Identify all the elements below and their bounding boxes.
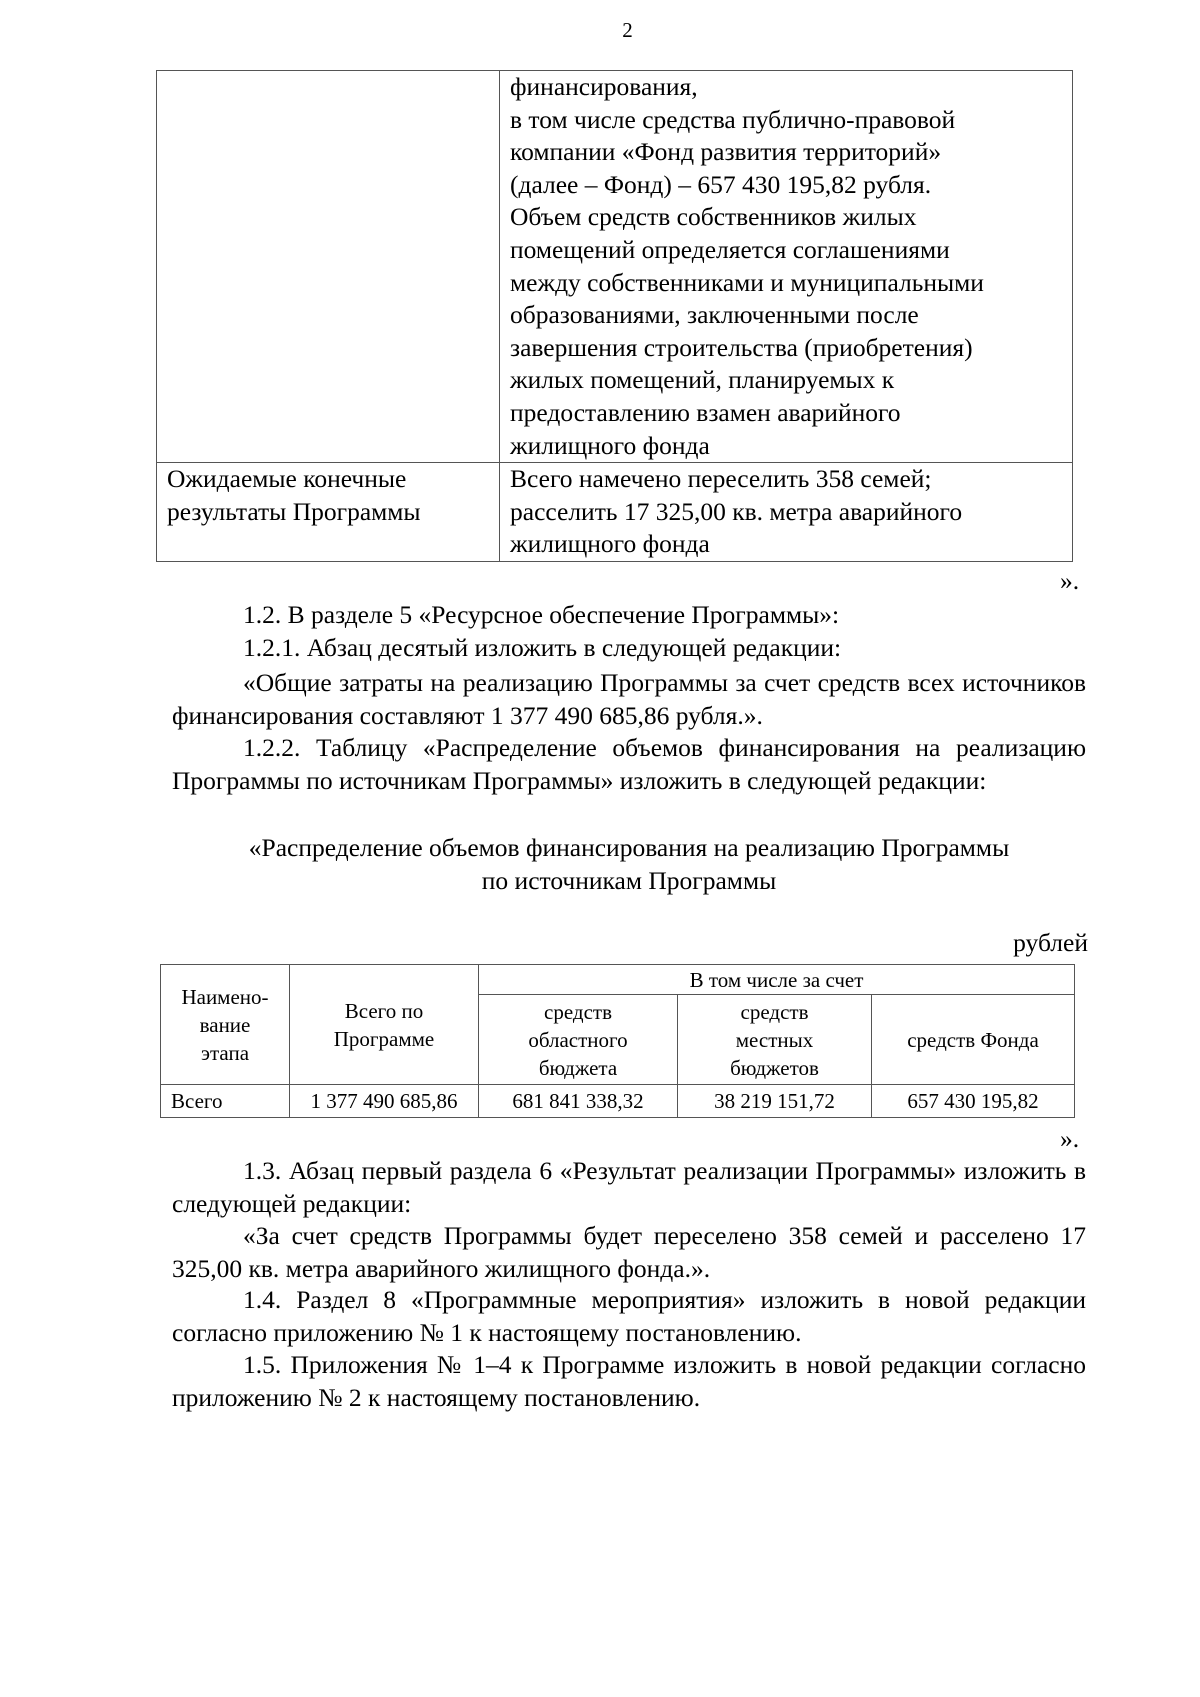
cell-line: жилищного фонда [510,529,710,559]
cell-line: между собственниками и муниципальными [510,267,984,297]
cell-local: 38 219 151,72 [678,1085,872,1118]
table-title-line-2: по источникам Программы [481,866,777,895]
table-cell-empty [157,71,500,463]
header-line: бюджетов [730,1055,819,1080]
table-title-line-1: «Распределение объемов финансирования на реализацию Программы [248,833,1010,862]
paragraph-1-2-2: 1.2.2. Таблицу «Распределение объемов финансирования на реализацию Программы по источникам Программы» изложить в следующей редакции: [172,733,1086,795]
header-stage [161,965,290,1085]
header-total [290,965,479,1085]
cell-line: образованиями, заключенными после [510,300,919,330]
cell-line: результаты Программы [167,496,421,526]
expected-results-label [157,463,500,562]
header-line: Всего по [344,998,424,1023]
cell-line: расселить 17 325,00 кв. метра аварийного [510,496,963,526]
header-line: вание [199,1012,251,1037]
paragraph-1-4: 1.4. Раздел 8 «Программные мероприятия» изложить в новой редакции согласно приложению № 1 к настоящему постановлению. [172,1285,1086,1347]
header-line: бюджета [538,1055,618,1080]
cell-fund: 657 430 195,82 [872,1085,1075,1118]
header-line: средств [544,999,612,1024]
cell-line: завершения строительства (приобретения) [510,332,973,362]
table-row [161,1085,1075,1118]
cell-line: жилых помещений, планируемых к [510,365,895,395]
header-line: Наимено- [181,984,269,1009]
table-row [157,463,1073,562]
cell-line: Объем средств собственников жилых [510,202,917,232]
closing-quote: ». [1060,1124,1080,1153]
cell-line: в том числе средства публично-правовой [510,104,956,134]
cell-total: 1 377 490 685,86 [290,1085,479,1118]
cell-line: предоставлению взамен аварийного [510,397,901,427]
closing-quote: ». [1060,566,1080,595]
paragraph-quote-total: «Общие затраты на реализацию Программы за счет средств всех источников финансирования составляют 1 377 490 685,86 рубля.». [172,668,1086,730]
paragraph-1-5: 1.5. Приложения № 1–4 к Программе изложить в новой редакции согласно приложению № 2 к настоящему постановлению. [172,1350,1086,1412]
table-header-row [161,965,1075,995]
cell-line: Всего намечено переселить 358 семей; [510,464,932,494]
paragraph-1-2-1: 1.2.1. Абзац десятый изложить в следующей редакции: [243,633,842,662]
table-row [157,71,1073,463]
cell-line: финансирования, [510,72,698,101]
cell-stage: Всего [161,1085,290,1118]
cell-line: помещений определяется соглашениями [510,234,950,264]
header-line: Программе [333,1026,435,1051]
cell-line: жилищного фонда [510,430,710,460]
paragraph-1-3: 1.3. Абзац первый раздела 6 «Результат реализации Программы» изложить в следующей редакции: [172,1156,1086,1218]
cell-line: (далее – Фонд) – 657 430 195,82 рубля. [510,169,932,199]
header-line: средств [740,999,809,1024]
paragraph-1-2: 1.2. В разделе 5 «Ресурсное обеспечение Программы»: [243,600,840,629]
header-line: этапа [200,1040,250,1065]
header-including: В том числе за счет [479,965,1075,995]
page-number: 2 [622,18,633,42]
financing-cell [500,71,1073,463]
header-line: местных [735,1027,814,1052]
cell-line: Ожидаемые конечные [167,464,407,494]
units-label: рублей [1013,928,1088,957]
paragraph-quote-result: «За счет средств Программы будет переселено 358 семей и расселено 17 325,00 кв. метра аварийного жилищного фонда.». [172,1221,1086,1283]
cell-regional: 681 841 338,32 [479,1085,678,1118]
cell-line: компании «Фонд развития территорий» [510,137,942,167]
header-fund: средств Фонда [872,995,1075,1085]
header-line: областного [528,1027,628,1052]
expected-results-value [500,463,1073,562]
passport-table [156,70,1073,562]
header-regional [479,995,678,1085]
header-local [678,995,872,1085]
distribution-table [160,964,1075,1118]
